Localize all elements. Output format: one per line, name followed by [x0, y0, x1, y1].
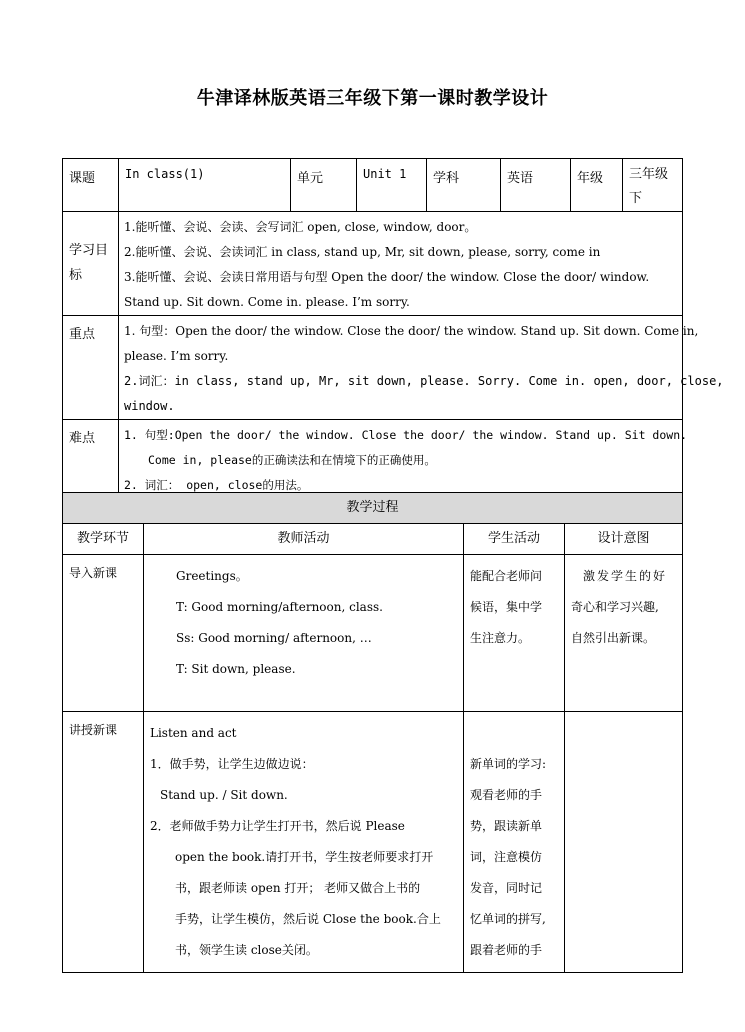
- header-intent: 设计意图: [565, 524, 683, 555]
- unit-label: 单元: [291, 159, 357, 212]
- intent-line: 激发学生的好: [583, 569, 668, 583]
- objective-line: Stand up. Sit down. Come in. please. I’m sorry.: [124, 295, 410, 309]
- topic-label: 课题: [63, 159, 119, 212]
- lesson-info-table: [62, 158, 724, 499]
- student-line: 词，注意模仿: [470, 850, 543, 864]
- teacher-line: 手势，让学生模仿，然后说 Close the book.合上: [175, 912, 441, 926]
- subject-label: 学科: [427, 159, 501, 212]
- teacher-activity-cell: [144, 712, 464, 973]
- student-line: 新单词的学习:: [470, 757, 547, 771]
- intent-line: 奇心和学习兴趣,: [571, 600, 659, 614]
- key-point-line: 1. 句型：Open the door/ the window. Close the door/ the window. Stand up. Sit down. Come in,: [124, 324, 699, 338]
- header-teacher: 教师活动: [144, 524, 464, 555]
- process-title: 教学过程: [63, 493, 683, 524]
- teacher-line: Ss: Good morning/ afternoon, …: [176, 631, 372, 645]
- grade-value: 三年级下: [623, 159, 683, 212]
- objective-line: 1.能听懂、会说、会读、会写词汇 open, close, window, door。: [124, 220, 477, 234]
- objectives-content: [119, 212, 683, 316]
- student-line: 观看老师的手: [470, 788, 543, 802]
- objectives-label: 学习目标: [63, 212, 119, 316]
- key-points-label: 重点: [63, 316, 119, 420]
- teaching-process-table: [62, 492, 683, 973]
- student-activity-cell: [464, 555, 565, 712]
- topic-value: In class(1): [119, 159, 291, 212]
- subject-value: 英语: [501, 159, 571, 212]
- student-line: 能配合老师问: [470, 569, 543, 583]
- student-line: 忆单词的拼写,: [470, 912, 546, 926]
- teacher-line: T: Good morning/afternoon, class.: [176, 600, 383, 614]
- teacher-line: 1．做手势，让学生边做边说：: [150, 757, 314, 771]
- intent-line: 自然引出新课。: [571, 631, 656, 645]
- design-intent-cell: [565, 712, 683, 973]
- key-point-line: please. I’m sorry.: [124, 349, 229, 363]
- difficulties-content: [119, 420, 688, 499]
- stage-cell: 导入新课: [63, 555, 144, 712]
- student-line: 候语，集中学: [470, 600, 543, 614]
- teacher-line: T: Sit down, please.: [176, 662, 296, 676]
- page-title: 牛津译林版英语三年级下第一课时教学设计: [196, 88, 549, 109]
- teacher-line: Listen and act: [150, 726, 237, 740]
- stage-cell: 讲授新课: [63, 712, 144, 973]
- design-intent-cell: [565, 555, 683, 712]
- teacher-line: Stand up. / Sit down.: [160, 788, 288, 802]
- student-line: 发音，同时记: [470, 881, 543, 895]
- student-line: 跟着老师的手: [470, 943, 543, 957]
- teacher-activity-cell: [144, 555, 464, 712]
- key-point-line: window.: [124, 399, 175, 413]
- student-activity-cell: [464, 712, 565, 973]
- difficulty-line: 1. 句型:Open the door/ the window. Close the door/ the window. Stand up. Sit down.: [124, 428, 688, 442]
- unit-value: Unit 1: [357, 159, 427, 212]
- teacher-line: Greetings。: [176, 569, 248, 583]
- objective-line: 3.能听懂、会说、会读日常用语与句型 Open the door/ the window. Close the door/ window.: [124, 270, 650, 284]
- key-points-content: [119, 316, 724, 420]
- difficulty-line: 2. 词汇： open, close的用法。: [124, 478, 309, 492]
- key-point-line: 2.词汇：in class, stand up, Mr, sit down, please. Sorry. Come in. open, door, close,: [124, 374, 724, 388]
- teacher-line: 书，领学生读 close关闭。: [175, 943, 318, 957]
- objective-line: 2.能听懂、会说、会读词汇 in class, stand up, Mr, sit down, please, sorry, come in: [124, 245, 601, 259]
- teacher-line: 书，跟老师读 open 打开； 老师又做合上书的: [175, 881, 421, 895]
- grade-label: 年级: [571, 159, 623, 212]
- header-student: 学生活动: [464, 524, 565, 555]
- difficulties-label: 难点: [63, 420, 119, 499]
- student-line: 势，跟读新单: [470, 819, 543, 833]
- difficulty-line: Come in, please的正确读法和在情境下的正确使用。: [148, 453, 436, 467]
- header-stage: 教学环节: [63, 524, 144, 555]
- teacher-line: 2．老师做手势力让学生打开书，然后说 Please: [150, 819, 405, 833]
- student-line: 生注意力。: [470, 631, 531, 645]
- teacher-line: open the book.请打开书，学生按老师要求打开: [175, 850, 434, 864]
